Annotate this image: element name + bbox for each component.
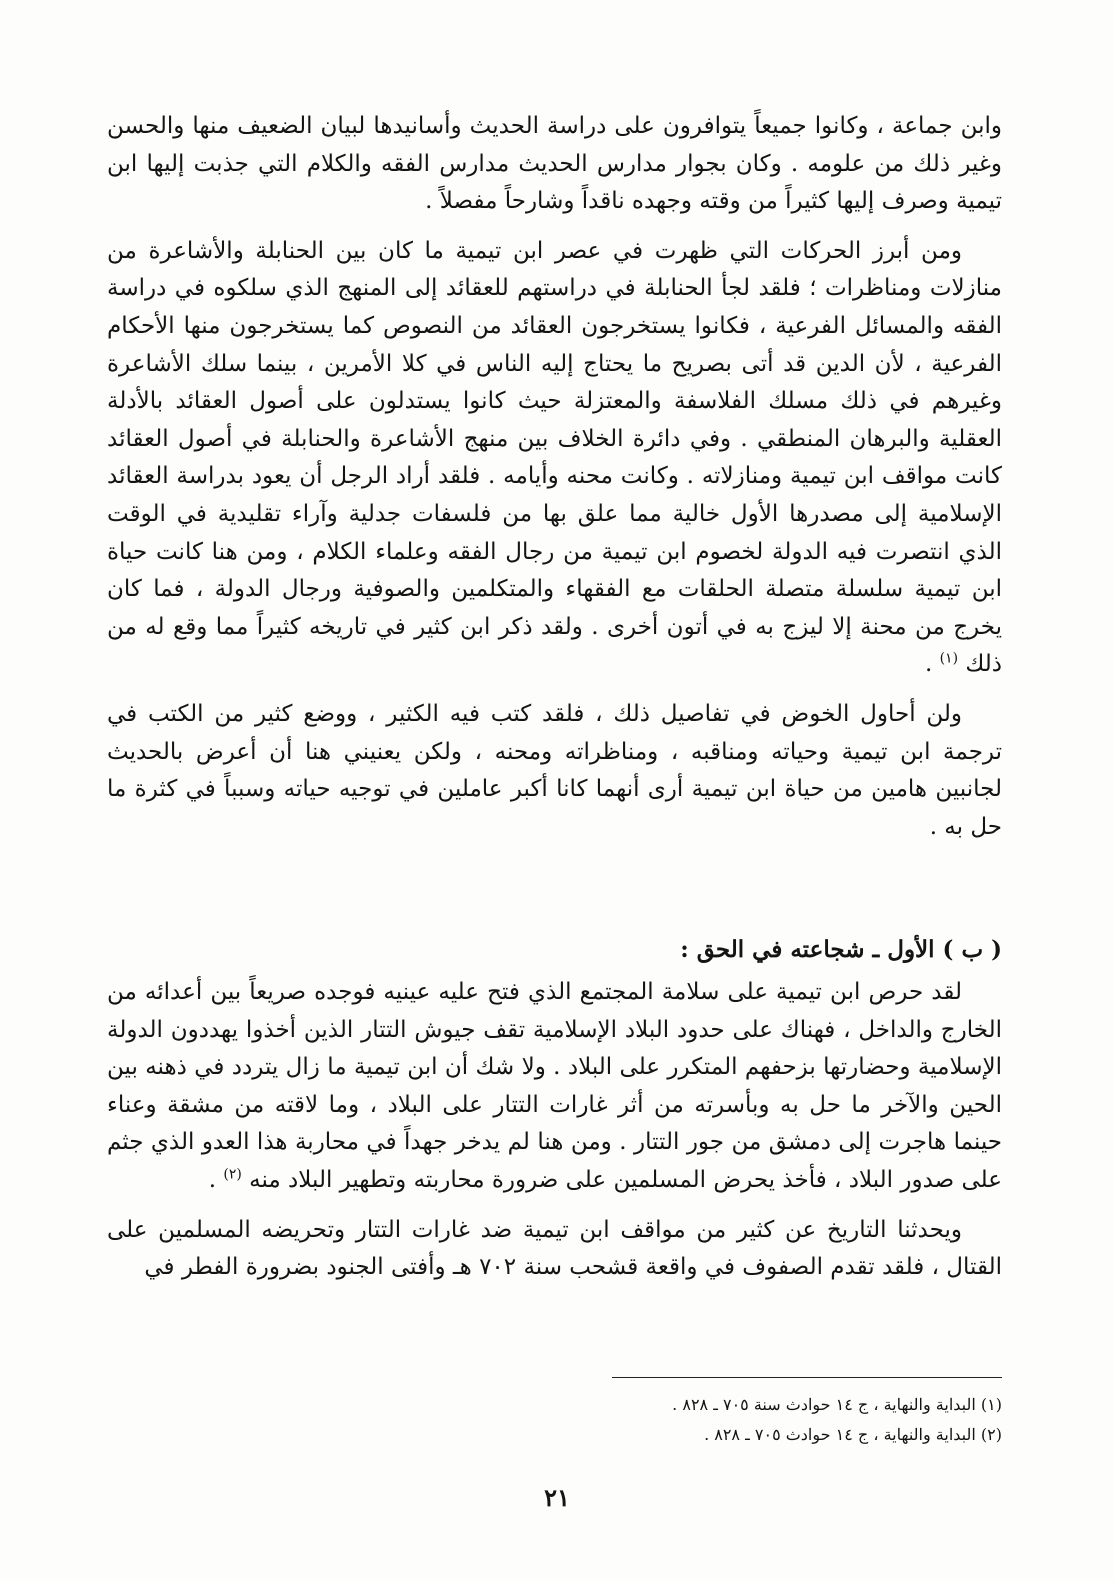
footnote-ref-1: (١) — [939, 650, 959, 667]
section-paragraph-1-text: لقد حرص ابن تيمية على سلامة المجتمع الذي فتح عليه عينيه فوجده صريعاً بين أعدائه من الخارج والداخل ، فهناك على حدود البلاد الإسلامية تقف جيوش التتار الذين أخذوا يهددون الدولة الإسلامية وحضارتها بزحفهم المتكرر على البلاد . ولا شك أن ابن تيمية ما زال يتردد في ذهنه بين الحين والآخر ما حل به وبأسرته من أثر غارات التتار على البلاد ، وما لاقته من مشقة وعناء حينما هاجرت إلى دمشق من جور التتار . ومن هنا لم يدخر جهداً في محاربة هذا العدو الذي جثم على صدور البلاد ، فأخذ يحرض المسلمين على ضرورة محاربته وتطهير البلاد منه — [107, 979, 1003, 1193]
section-paragraph-1-end: . — [208, 1166, 224, 1193]
section-paragraph-1 — [107, 974, 1002, 1200]
footnote-divider — [612, 1377, 1002, 1378]
footnote-2: (٢) البداية والنهاية ، ج ١٤ حوادث ٧٠٥ ـ ٨٢٨ . — [704, 1425, 1002, 1444]
section-heading: ( ب ) الأول ـ شجاعته في الحق : — [680, 936, 1002, 963]
paragraph-2-text: ومن أبرز الحركات التي ظهرت في عصر ابن تيمية ما كان بين الحنابلة والأشاعرة من منازلات ومناظرات ؛ فلقد لجأ الحنابلة في دراستهم للعقائد إلى المنهج الذي سلكوه في دراسة الفقه والمسائل الفرعية ، فكانوا يستخرجون العقائد من النصوص كما يستخرجون منها الأحكام الفرعية ، لأن الدين قد أتى بصريح ما يحتاج إليه الناس في كلا الأمرين ، بينما سلك الأشاعرة وغيرهم في ذلك مسلك الفلاسفة والمعتزلة حيث كانوا يستدلون على أصول العقائد بالأدلة العقلية والبرهان المنطقي . وفي دائرة الخلاف بين منهج الأشاعرة والحنابلة في أصول العقائد كانت مواقف ابن تيمية ومنازلاته . وكانت محنه وأيامه . فلقد أراد الرجل أن يعود بدراسة العقائد الإسلامية إلى مصدرها الأول خالية مما علق بها من فلسفات جدلية وآراء تقليدية في الوقت الذي انتصرت فيه الدولة لخصوم ابن تيمية من رجال الفقه وعلماء الكلام ، ومن هنا كانت حياة ابن تيمية سلسلة متصلة الحلقات مع الفقهاء والمتكلمين والصوفية ورجال الدولة ، فما كان يخرج من محنة إلا ليزج به في أتون أخرى . ولقد ذكر ابن كثير في تاريخه كثيراً مما وقع له من ذلك — [107, 237, 1002, 678]
paragraph-2-end: . — [924, 651, 940, 678]
paragraph-1: وابن جماعة ، وكانوا جميعاً يتوافرون على دراسة الحديث وأسانيدها لبيان الضعيف منها والحسن وغير ذلك من علومه . وكان بجوار مدارس الحديث مدارس الفقه والكلام التي جذبت إليها ابن تيمية وصرف إليها كثيراً من وقته وجهده ناقداً وشارحاً مفصلاً . — [107, 113, 1002, 215]
main-text-block — [107, 108, 1002, 846]
page-number: ٢١ — [544, 1483, 570, 1512]
footnote-ref-2: (٢) — [223, 1166, 242, 1183]
footnotes — [107, 1390, 1002, 1450]
section-text-block — [107, 974, 1002, 1287]
footnote-1: (١) البداية والنهاية ، ج ١٤ حوادث سنة ٧٠٥ ـ ٨٢٨ . — [672, 1395, 1002, 1414]
section-paragraph-2: ويحدثنا التاريخ عن كثير من مواقف ابن تيمية ضد غارات التتار وتحريضه المسلمين على القتال ، فلقد تقدم الصفوف في واقعة قشحب سنة ٧٠٢ هـ وأفتى الجنود بضرورة الفطر في — [107, 1216, 1002, 1281]
paragraph-3: ولن أحاول الخوض في تفاصيل ذلك ، فلقد كتب فيه الكثير ، ووضع كثير من الكتب في ترجمة ابن تيمية وحياته ومناقبه ، ومناظراته ومحنه ، ولكن يعنيني هنا أن أعرض بالحديث لجانبين هامين من حياة ابن تيمية أرى أنهما كانا أكبر عاملين في توجيه حياته وسبباً في كثرة ما حل به . — [107, 700, 1002, 840]
paragraph-2 — [107, 233, 1002, 684]
